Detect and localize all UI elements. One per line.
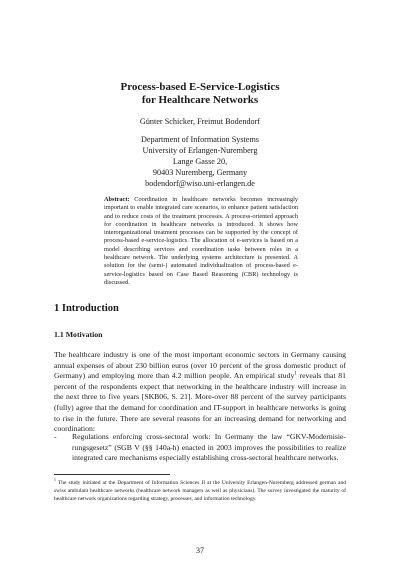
- affiliation-street: Lange Gasse 20,: [172, 157, 228, 166]
- affiliation-department: Department of Information Systems: [140, 135, 259, 144]
- paragraph-part-2: reveals that 81 percent of the respondents expect that networking in the healthcare industry will increase in the next three to five years [SKB06, S. 21]. More-over 88 percent of the survey participants (fully) agree that the demand for coordination and IT-support in healthcare networks is going to rise in the future. There are several reasons for an increasing demand for networking and coordination:: [54, 371, 346, 434]
- paper-title-line-1: Process-based E-Service-Logistics: [120, 81, 280, 93]
- footnote-text: The study initiated at the Department of Information Sciences II at the University Erlangen-Nuremberg addressed german and swiss ambulant healthcare networks (healthcare network managers as well as physicians). The survey investigated the maturity of healthcare network organizations regarding strategy, processes, and information technology.: [54, 480, 346, 502]
- affiliation-city: 90403 Nuremberg, Germany: [152, 168, 248, 177]
- section-heading: 1 Introduction: [54, 303, 119, 314]
- affiliation-university: University of Erlangen-Nuremberg: [142, 146, 258, 155]
- bullet-marker: -: [54, 432, 57, 441]
- footnote-reference: 1: [294, 371, 297, 377]
- footnote-divider: [54, 474, 170, 475]
- bullet-text: Regulations enforcing cross-sectoral work: In Germany the law “GKV-Modernisie-rungsgesetz” (SGB V (§§ 140a-h) enacted in 2003 improves the possibilities to realize integrated care mechanisms especially establishing cross-sectoral healthcare networks.: [72, 432, 346, 463]
- abstract: [104, 196, 298, 287]
- abstract-text: Coordination in healthcare networks becomes increasingly important to enable integrated care scenarios, to enhance patient satisfaction and to reduce costs of the treatment processes. A process-oriented approach for coordination in healthcare networks is introduced. It shows how interorganizational treatment processes can be supported by the concept of process-based e-service-logistics. The allocation of e-services is based on a model describing services and coordination tasks between roles in a healthcare network. The underlying systems architecture is presented. A solution for the (semi-) automated individualization of process-based e-service-logistics based on Case Based Reasoning (CBR) technology is discussed.: [104, 196, 298, 286]
- subsection-heading: 1.1 Motivation: [54, 330, 103, 339]
- paragraph-part-1: The healthcare industry is one of the most important economic sectors in Germany causing annual expenses of about 230 billion euros (over 10 percent of the gross domestic product of Germany) and employing more than 4.2 million people. An empirical study: [54, 350, 346, 381]
- author-email: bodendorf@wiso.uni-erlangen.de: [145, 179, 255, 188]
- footnote-mark: 1: [54, 477, 56, 483]
- motivation-paragraph: [54, 350, 346, 435]
- footnote: [54, 477, 346, 503]
- abstract-label: Abstract:: [104, 196, 130, 203]
- authors: Günter Schicker, Freimut Bodendorf: [139, 117, 261, 126]
- page-number: 37: [196, 546, 204, 555]
- paper-title-line-2: for Healthcare Networks: [141, 94, 259, 106]
